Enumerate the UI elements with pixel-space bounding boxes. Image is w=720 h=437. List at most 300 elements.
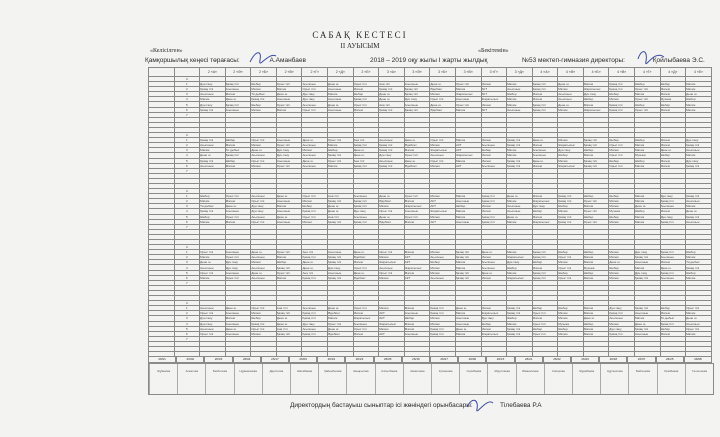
lesson-cell: Матем [686,331,712,336]
lesson-cell: Дүн.тану [686,138,712,143]
lesson-cell: Музыка [558,321,584,326]
lesson-cell: Қазақ тілі [583,158,609,163]
teacher-names-row [148,363,714,395]
lesson-cell: Ағылшын [328,87,354,92]
lesson-number: 6 [174,331,200,336]
lesson-cell: Қазақ тілі [302,316,328,321]
lesson-cell: Шебер [660,82,686,87]
lesson-cell: Қазақ тілі [379,148,405,153]
lesson-cell: Орыс тілі [558,275,584,280]
lesson-cell: Қазақ тілі [353,143,379,148]
lesson-cell: Шебер [558,306,584,311]
lesson-cell: Шебер [558,153,584,158]
column-header: 2 «Б» [251,68,277,77]
lesson-cell: Дене ш. [532,138,558,143]
lesson-cell: Матем [481,82,507,87]
lesson-cell: Матем [481,138,507,143]
lesson-cell: Орыс тілі [328,321,354,326]
lesson-cell: Қазақ тілі [328,199,354,204]
column-header: 3 «Б» [430,68,456,77]
lesson-cell: Матем [660,138,686,143]
lesson-cell: Матем [430,143,456,148]
lesson-cell: Матем [532,92,558,97]
lesson-cell: Ағылшын [455,199,481,204]
lesson-cell: Матем [532,194,558,199]
lesson-cell: Дене ш. [660,148,686,153]
column-header: 3 «В» [455,68,481,77]
lesson-cell: Қазақ тілі [660,199,686,204]
lesson-cell: Қазақ тілі [404,92,430,97]
lesson-cell: Ағылшын [507,209,533,214]
lesson-cell: Орыс тілі [609,163,635,168]
lesson-cell: Дүн.тану [251,204,277,209]
lesson-cell: Матем [302,148,328,153]
lesson-cell: Орыс тілі [634,97,660,102]
room-number: 26/16 [402,356,430,363]
lesson-cell: Орыс тілі [200,331,226,336]
lesson-cell: Ағылшын [430,153,456,158]
column-header [174,68,200,77]
lesson-cell: Дүн.тану [634,250,660,255]
column-header: 4 «В» [609,68,635,77]
lesson-cell: Қазақ тілі [686,143,712,148]
teacher-name: Даулетова [262,364,290,394]
room-number: 26/05 [374,356,402,363]
lesson-cell: Матем [200,199,226,204]
lesson-cell: Ағылшын [200,143,226,148]
lesson-cell: Матем [200,97,226,102]
lesson-cell: Ағылшын [379,158,405,163]
lesson-cell: Ти.дыбыс [686,260,712,265]
lesson-cell: Қазақ тілі [583,163,609,168]
lesson-cell: Ағылшын [404,209,430,214]
lesson-cell: Жаратылыс [430,209,456,214]
lesson-cell: Орыс тілі [251,219,277,224]
lesson-cell: Матем [481,204,507,209]
lesson-cell: Матем [609,219,635,224]
lesson-cell: Шебер [276,260,302,265]
lesson-cell: Қазақ тілі [328,275,354,280]
lesson-cell: Орыс тілі [583,199,609,204]
lesson-cell: Қазақ тілі [481,194,507,199]
lesson-cell: Матем [686,204,712,209]
room-number: 26/23 [345,356,373,363]
lesson-cell: Матем [583,306,609,311]
lesson-cell: АКТ [481,107,507,112]
lesson-cell: Шебер [583,194,609,199]
lesson-cell: Қазақ тілі [379,163,405,168]
lesson-cell: Матем [481,275,507,280]
lesson-number: 0 [174,77,200,82]
lesson-cell: Матем [481,255,507,260]
lesson-cell: Дүн.тану [302,321,328,326]
lesson-cell: Жаратылыс [532,219,558,224]
lesson-cell: Музыка [660,97,686,102]
lesson-cell: Матем [686,82,712,87]
lesson-cell: Матем [481,153,507,158]
lesson-cell: Ағылшын [379,138,405,143]
lesson-cell: Шебер [609,158,635,163]
lesson-cell: Дене ш. [225,97,251,102]
lesson-cell: Ағылшын [404,311,430,316]
lesson-cell: Орыс тілі [302,214,328,219]
lesson-cell: Орыс тілі [634,107,660,112]
lesson-cell: Ти.дыбыс [251,92,277,97]
lesson-cell: Дене ш. [328,306,354,311]
lesson-cell: Матем [507,153,533,158]
lesson-cell: Матем [455,107,481,112]
column-header: 4 «А» [532,68,558,77]
lesson-cell: Шебер [558,326,584,331]
lesson-cell: Қазақ тілі [251,321,277,326]
lesson-cell: Ағылшын [532,148,558,153]
lesson-cell: Ана тілі [302,270,328,275]
room-number: 26/01 [148,356,176,363]
lesson-cell: Қазақ тілі [660,219,686,224]
lesson-cell: Қазақ тілі [353,204,379,209]
lesson-cell: Дене ш. [353,270,379,275]
column-header: 4 «Ә» [558,68,584,77]
lesson-cell: Орыс тілі [251,158,277,163]
lesson-cell: Жаратылыс [353,316,379,321]
lesson-cell: Матем [276,87,302,92]
lesson-cell: Дене ш. [251,148,277,153]
lesson-cell: Қазақ тілі [609,331,635,336]
lesson-cell: Орыс тілі [532,311,558,316]
lesson-cell: Ағылшын [609,316,635,321]
lesson-cell: Матем [686,102,712,107]
lesson-cell: Матем [404,199,430,204]
lesson-cell: Қазақ тілі [507,163,533,168]
lesson-number: 5 [174,326,200,331]
lesson-cell: Музыка [634,153,660,158]
lesson-cell: Қазақ тілі [558,219,584,224]
lesson-cell: Шебер [200,194,226,199]
lesson-cell: Орыс тілі [404,194,430,199]
lesson-number: 1 [174,306,200,311]
lesson-cell: Қазақ тілі [404,107,430,112]
lesson-cell: Дене ш. [507,194,533,199]
lesson-cell: Ағылшын [353,321,379,326]
lesson-cell: Ағылшын [328,97,354,102]
right-sign-name: Қойлыбаева Э.С. [652,57,705,64]
lesson-cell: Матем [583,255,609,260]
teacher-name: Амантаева [403,364,431,394]
lesson-cell: Дене ш. [532,158,558,163]
lesson-cell: Матем [583,311,609,316]
teacher-name: Нұрпеисова [600,364,628,394]
table-header-row [149,68,712,77]
lesson-cell: Матем [404,148,430,153]
lesson-cell: Ағылшын [507,204,533,209]
lesson-cell: Шебер [583,321,609,326]
lesson-cell: Қазақ тілі [200,87,226,92]
lesson-cell: Матем [455,194,481,199]
lesson-cell: Матем [507,82,533,87]
lesson-cell: Матем [660,87,686,92]
lesson-cell: Қазақ тілі [558,194,584,199]
lesson-number: 2 [174,311,200,316]
lesson-cell: Ағылшын [455,316,481,321]
lesson-cell: Ана тілі [379,82,405,87]
lesson-cell: Матем [634,199,660,204]
lesson-cell: Ағылшын [481,143,507,148]
lesson-cell: АКТ [455,163,481,168]
lesson-cell: Матем [328,163,354,168]
lesson-cell: Қазақ тілі [507,331,533,336]
lesson-cell: Матем [251,87,277,92]
lesson-cell: Қазақ тілі [430,311,456,316]
column-header: 2 «Е» [353,68,379,77]
lesson-cell: Қазақ тілі [686,214,712,219]
lesson-cell: Матем [430,316,456,321]
lesson-number: 6 [174,163,200,168]
lesson-cell: Орыс тілі [353,82,379,87]
lesson-cell: Ағылшын [379,265,405,270]
column-header: 2 «Г» [302,68,328,77]
lesson-cell: Дүн.тану [276,148,302,153]
lesson-cell: Қазақ тілі [302,209,328,214]
lesson-cell: Орыс тілі [455,102,481,107]
lesson-cell: Ағылшын [660,275,686,280]
lesson-cell: Матем [686,87,712,92]
lesson-cell: АКТ [404,255,430,260]
lesson-cell: Матем [353,107,379,112]
lesson-cell: Матем [558,316,584,321]
lesson-cell: Ағылшын [328,107,354,112]
lesson-cell: Шебер [583,250,609,255]
lesson-cell: Ағылшын [225,250,251,255]
lesson-cell: Орыс тілі [276,163,302,168]
lesson-cell: Ағылшын [302,306,328,311]
room-number: 26/17 [261,356,289,363]
lesson-cell: Матем [609,199,635,204]
lesson-cell: Матем [686,255,712,260]
lesson-cell: Матем [660,163,686,168]
lesson-cell: Ағылшын [634,331,660,336]
lesson-cell: Жаратылыс [583,87,609,92]
lesson-number: 7 [174,168,200,173]
lesson-cell: Орыс тілі [353,265,379,270]
lesson-cell: Матем [276,107,302,112]
lesson-cell: Матем [583,153,609,158]
lesson-number: 2 [174,255,200,260]
teacher-name: Қайырбекова [318,364,346,394]
lesson-number: 1 [174,138,200,143]
lesson-cell: Ағылшын [251,265,277,270]
lesson-cell: Дене ш. [379,92,405,97]
lesson-number: 4 [174,265,200,270]
lesson-cell: Ағылшын [225,87,251,92]
lesson-cell: Дүн.тану [481,316,507,321]
lesson-number: 3 [174,204,200,209]
lesson-cell: Матем [455,331,481,336]
lesson-cell: Қазақ тілі [302,331,328,336]
lesson-cell: Қазақ тілі [507,326,533,331]
lesson-cell: Шебер [532,306,558,311]
lesson-cell: Матем [455,158,481,163]
lesson-cell: Ағылшын [532,153,558,158]
lesson-cell: Матем [660,311,686,316]
lesson-cell: Матем [404,321,430,326]
room-number: 26/09 [289,356,317,363]
lesson-cell: Қазақ тілі [558,214,584,219]
lesson-cell: Ағылшын [276,138,302,143]
lesson-cell: Қазақ тілі [200,209,226,214]
lesson-cell: Матем [455,265,481,270]
lesson-cell: Ағылшын [558,97,584,102]
lesson-cell: Матем [379,306,405,311]
lesson-number: 7 [174,224,200,229]
teacher-name: Төлегенова [685,364,713,394]
lesson-cell: Шебер [686,270,712,275]
column-header: 4 «Е» [686,68,712,77]
lesson-cell: Ағылшын [276,219,302,224]
lesson-cell: Жаратылыс [481,331,507,336]
lesson-cell: Қазақ тілі [328,219,354,224]
lesson-cell: Матем [455,311,481,316]
lesson-cell: Матем [200,255,226,260]
lesson-cell: Шебер [634,158,660,163]
lesson-cell: Дене ш. [276,321,302,326]
lesson-cell: Қазақ тілі [276,265,302,270]
lesson-number: 7 [174,336,200,341]
lesson-cell: Орыс тілі [276,82,302,87]
lesson-cell: Дене ш. [379,214,405,219]
lesson-cell: Орыс тілі [328,138,354,143]
lesson-number: 0 [174,189,200,194]
lesson-cell: Ағылшын [225,321,251,326]
lesson-cell: Әдебиет [404,163,430,168]
lesson-cell: Қазақ тілі [404,87,430,92]
lesson-number: 3 [174,316,200,321]
lesson-cell: Ағылшын [251,275,277,280]
lesson-cell: Әдебиет [430,87,456,92]
lesson-cell: Матем [558,87,584,92]
lesson-cell: Дүн.тану [302,92,328,97]
lesson-cell: АКТ [379,311,405,316]
lesson-cell: Матем [276,204,302,209]
lesson-cell: Матем [634,214,660,219]
lesson-cell: Орыс тілі [379,250,405,255]
lesson-cell: Матем [609,204,635,209]
lesson-cell: Ағылшын [200,306,226,311]
lesson-number: 3 [174,148,200,153]
lesson-cell: Ағылшын [686,219,712,224]
lesson-cell: Шебер [200,214,226,219]
lesson-cell: АКТ [379,331,405,336]
lesson-cell: Дүн.тану [634,270,660,275]
lesson-cell: Дене ш. [379,194,405,199]
lesson-cell: Матем [634,143,660,148]
lesson-cell: Шебер [532,326,558,331]
lesson-cell: Матем [276,275,302,280]
lesson-cell: Әдебиет [328,311,354,316]
lesson-cell: Матем [379,255,405,260]
lesson-cell: Дүн.тану [276,153,302,158]
lesson-cell: Дене ш. [200,260,226,265]
lesson-cell: Дене ш. [430,102,456,107]
lesson-cell: Орыс тілі [251,138,277,143]
lesson-cell: Орыс тілі [609,143,635,148]
lesson-cell: Матем [251,331,277,336]
lesson-cell: Дүн.тану [609,306,635,311]
lesson-cell: Қазақ тілі [302,255,328,260]
lesson-cell: Дене ш. [276,194,302,199]
lesson-cell: Дүн.тану [660,194,686,199]
lesson-cell: Ағылшын [251,194,277,199]
lesson-cell: Қазақ тілі [200,107,226,112]
lesson-cell: АКТ [455,148,481,153]
lesson-cell: Жаратылыс [481,97,507,102]
lesson-cell: Жаратылыс [507,255,533,260]
lesson-cell: Ана тілі [328,214,354,219]
left-signature-line [145,57,306,64]
lesson-cell: Дене ш. [686,92,712,97]
lesson-cell: Матем [660,143,686,148]
lesson-cell: Ағылшын [404,331,430,336]
lesson-cell: Шебер [686,97,712,102]
lesson-cell: Орыс тілі [558,255,584,260]
lesson-number: 0 [174,245,200,250]
lesson-cell: Ағылшын [455,321,481,326]
lesson-cell: Орыс тілі [558,265,584,270]
lesson-cell: Ағылшын [251,214,277,219]
lesson-cell: Шебер [660,326,686,331]
lesson-cell: Матем [430,214,456,219]
lesson-cell: АКТ [455,143,481,148]
lesson-cell: Матем [558,260,584,265]
lesson-cell: Матем [609,275,635,280]
lesson-cell: Қазақ тілі [481,199,507,204]
lesson-cell: Жаратылыс [430,148,456,153]
lesson-cell: Ағылшын [302,82,328,87]
lesson-cell: Дүн.тану [225,265,251,270]
lesson-cell: Ағылшын [225,270,251,275]
lesson-cell: Дене ш. [686,316,712,321]
lesson-cell: Матем [379,326,405,331]
lesson-cell: Дүн.тану [660,214,686,219]
lesson-cell: Матем [660,260,686,265]
lesson-number: 1 [174,194,200,199]
lesson-cell: Ағылшын [660,255,686,260]
lesson-cell: Матем [583,326,609,331]
lesson-cell: Жаратылыс [455,92,481,97]
lesson-cell: Қазақ тілі [430,331,456,336]
room-number: 26/15 [486,356,514,363]
footer-text: Директордың бастауыш сыныптар ісі жөніндегі орынбасары: [290,402,473,409]
lesson-cell: Матем [634,265,660,270]
teacher-name: Шыңғысова [346,364,374,394]
lesson-cell: Ағылшын [455,219,481,224]
lesson-cell: Орыс тілі [225,255,251,260]
lesson-cell: Ағылшын [481,260,507,265]
lesson-cell: Қазақ тілі [302,275,328,280]
column-header: 4 «Г» [634,68,660,77]
lesson-cell: Ағылшын [430,275,456,280]
lesson-cell: Шебер [583,148,609,153]
lesson-number: 1 [174,82,200,87]
lesson-cell: Қазақ тілі [532,102,558,107]
lesson-cell: Қазақ тілі [532,275,558,280]
lesson-cell: Дене ш. [404,158,430,163]
lesson-cell: Қазақ тілі [686,163,712,168]
lesson-cell: Қазақ тілі [455,250,481,255]
teacher-name: Иманалиева [516,364,544,394]
room-number: 26/27 [430,356,458,363]
lesson-cell: Қазақ тілі [507,158,533,163]
lesson-cell: Шебер [328,148,354,153]
